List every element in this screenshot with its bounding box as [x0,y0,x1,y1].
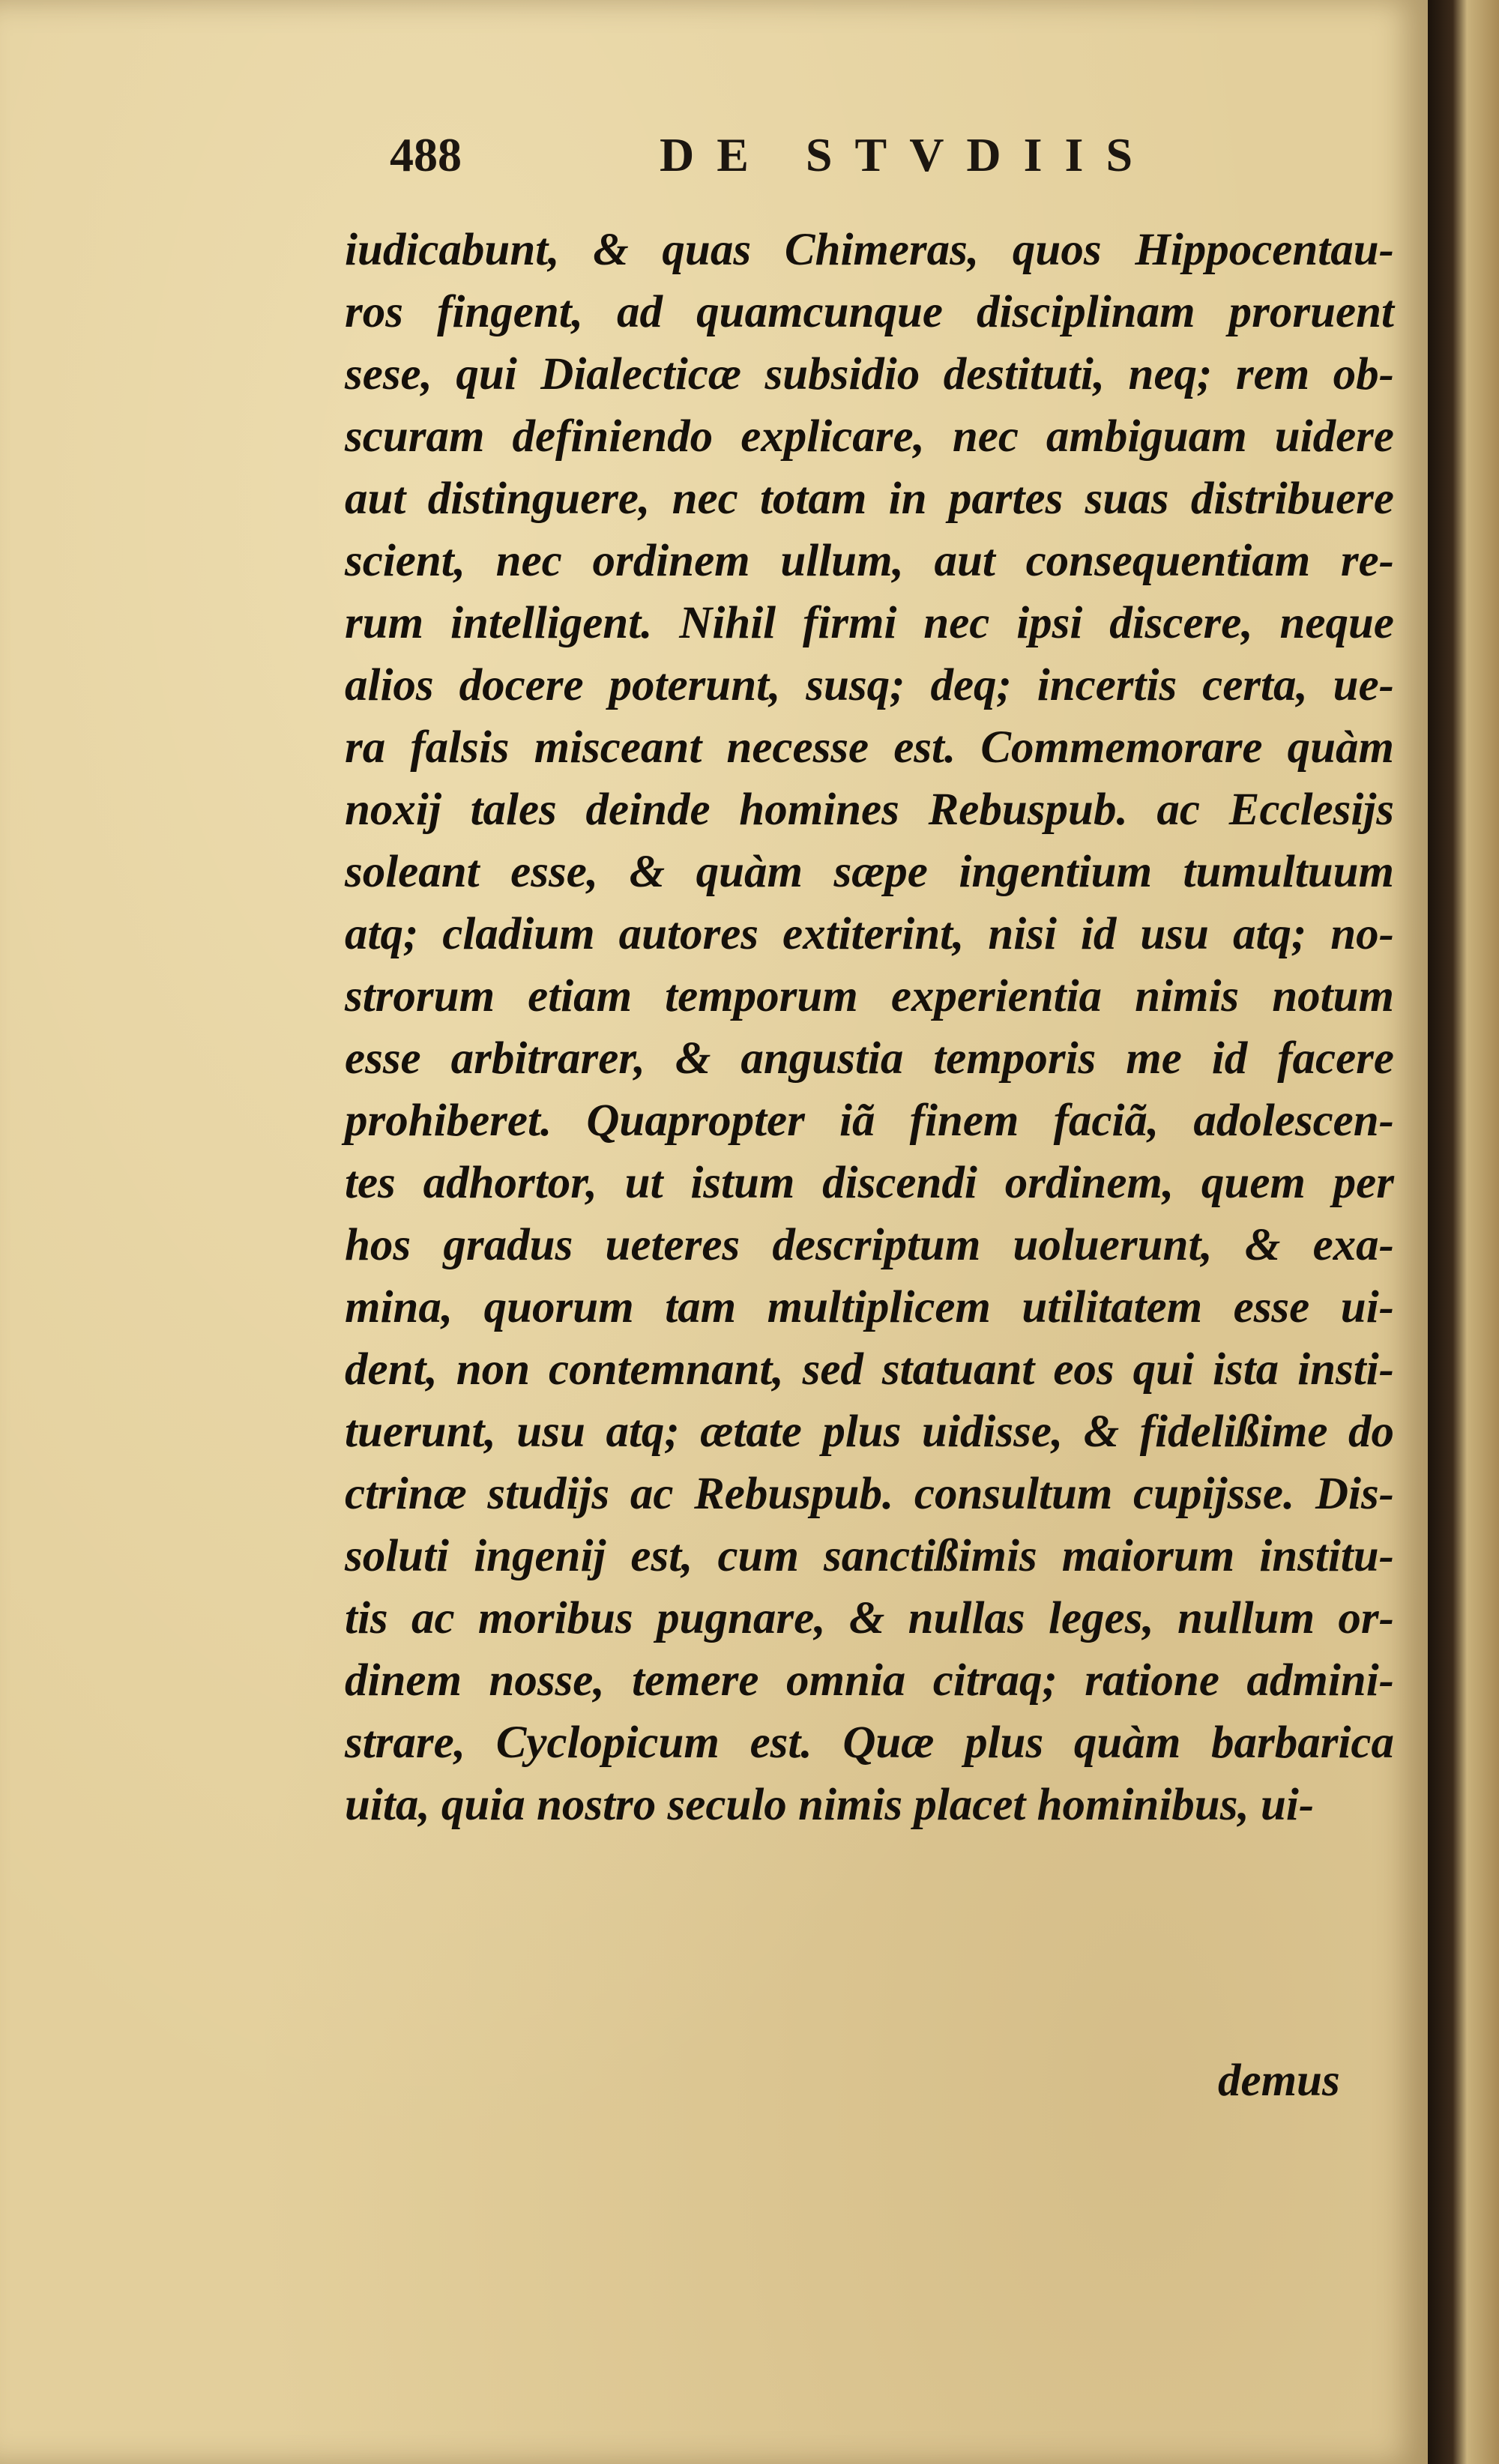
text-line: ctrinæ studijs ac Rebuspub. consultum cupijsse. Dis- [345,1469,1394,1519]
text-line: mina, quorum tam multiplicem utilitatem esse ui- [345,1282,1394,1332]
book-binding [1428,0,1499,2464]
text-line: strare, Cyclopicum est. Quæ plus quàm barbarica [345,1718,1394,1768]
text-line: scuram definiendo explicare, nec ambiguam uidere [345,411,1394,462]
page-number: 488 [390,128,462,181]
text-line: noxij tales deinde homines Rebuspub. ac Ecclesijs [345,785,1394,835]
text-line: ra falsis misceant necesse est. Commemorare quàm [345,722,1394,773]
running-head: DE STVDIIS [660,128,1156,181]
text-line: iudicabunt, & quas Chimeras, quos Hippocentau- [345,225,1394,275]
text-line: rum intelligent. Nihil firmi nec ipsi discere, neque [345,598,1394,648]
body-text [345,219,1394,1836]
text-line: tes adhortor, ut istum discendi ordinem, quem per [345,1158,1394,1208]
text-line: aut distinguere, nec totam in partes suas distribuere [345,474,1394,524]
text-line: strorum etiam temporum experientia nimis notum [345,971,1394,1021]
text-line: sese, qui Dialecticæ subsidio destituti, neq; rem ob- [345,349,1394,399]
text-line: esse arbitrarer, & angustia temporis me id facere [345,1033,1394,1084]
text-line: alios docere poterunt, susq; deq; incertis certa, ue- [345,660,1394,710]
text-line: tuerunt, usu atq; ætate plus uidisse, & fidelißime do [345,1407,1394,1457]
text-line: ros fingent, ad quamcunque disciplinam proruent [345,287,1394,337]
text-line: hos gradus ueteres descriptum uoluerunt, & exa- [345,1220,1394,1270]
text-line: tis ac moribus pugnare, & nullas leges, nullum or- [345,1593,1394,1643]
text-line: atq; cladium autores extiterint, nisi id usu atq; no- [345,909,1394,959]
text-line: scient, nec ordinem ullum, aut consequentiam re- [345,536,1394,586]
text-line: soluti ingenij est, cum sanctißimis maiorum institu- [345,1531,1394,1581]
text-line: soleant esse, & quàm sæpe ingentium tumultuum [345,847,1394,897]
catchword: demus [1218,2056,1340,2106]
text-line: uita, quia nostro seculo nimis placet hominibus, ui- [345,1780,1315,1830]
text-line: dinem nosse, temere omnia citraq; ratione admini- [345,1655,1394,1706]
text-line: prohiberet. Quapropter iã finem faciã, adolescen- [345,1096,1394,1146]
text-line: dent, non contemnant, sed statuant eos qui ista insti- [345,1344,1394,1395]
page-header [390,112,1289,202]
